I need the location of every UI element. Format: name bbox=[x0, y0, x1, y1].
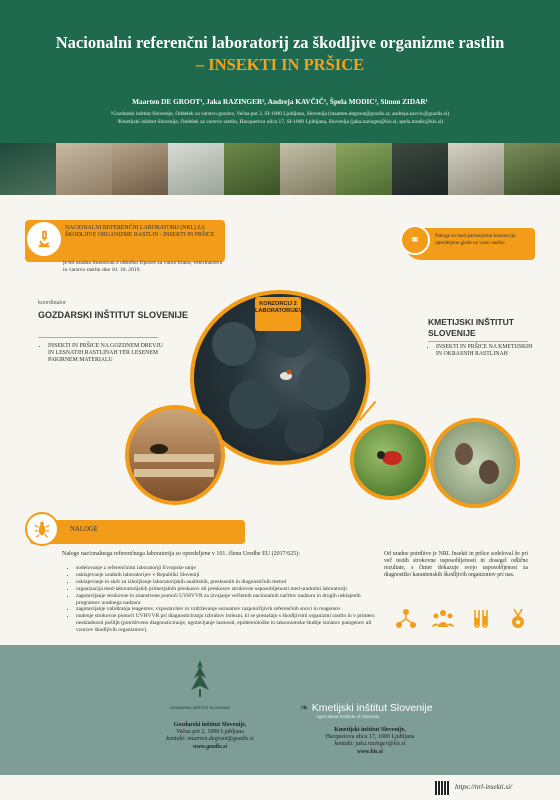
footer-left-contact bbox=[150, 722, 270, 751]
leaf-icon: ❧ bbox=[300, 702, 309, 714]
nrl-box: NACIONALNI REFERENČNI LABORATORIJ (NRL) ZA ŠKODLJIVE ORGANIZME RASTLIN - INSEKTI IN PRŠICE bbox=[25, 220, 225, 262]
left-partner-name: GOZDARSKI INŠTITUT SLOVENIJE bbox=[38, 310, 189, 320]
left-divider bbox=[38, 337, 158, 338]
photo-strip bbox=[0, 143, 560, 195]
consortium-badge: KONZORCIJ 2 LABORATORIJEV bbox=[255, 297, 301, 331]
left-partner-item: • INSEKTI IN PRŠICE NA GOZDNEM DREVJU IN LESNATIH RASTLINAH TER LESENEM PAKIRNEM MATERIALU bbox=[48, 343, 165, 364]
proficiency-text: Od uradne potrditve je NRL Insekti in pršice sodeloval že pri več testih strokovne usposobljenosti in dosegel odlične rezultate, s čimer dokazuje svojo usposobljenost za diagnostiko karantenskih škodljivih organizmov pri nas. bbox=[384, 551, 528, 578]
footer-right-email[interactable]: kontakt: jaka.razinger@kis.si bbox=[334, 741, 406, 748]
footer-left-web[interactable]: www.gozdis.si bbox=[192, 743, 228, 750]
photo-microscope bbox=[0, 143, 56, 195]
list-item: • zagotavljanje strokovne in znanstvene pomoči UVHVVR za izvajanje večletnih nacionalnih načrtov nadzora in drugih usklajenih programov uradnega nadzora bbox=[76, 593, 382, 607]
list-item: • usklajevanje uradnih laboratorijev v Republiki Sloveniji bbox=[76, 572, 382, 579]
stink-bug-image bbox=[430, 418, 520, 508]
photo-lab-dish bbox=[448, 143, 504, 195]
photo-beetle bbox=[392, 143, 448, 195]
footer-left-addr: Večna pot 2, 1000 Ljubljana bbox=[176, 729, 244, 736]
naloge-list bbox=[62, 565, 382, 634]
right-partner-item: • INSEKTI IN PRŠICE NA KMETIJSKIH IN OKRASNIH RASTLINAH bbox=[436, 344, 533, 358]
photo-insect-1 bbox=[168, 143, 224, 195]
right-divider bbox=[428, 341, 528, 342]
kis-logo-sub: Agricultural Institute of Slovenia bbox=[316, 714, 380, 719]
footer-right-addr: Hacquetova ulica 17, 1000 Ljubljana bbox=[325, 734, 415, 741]
qr-code-icon[interactable] bbox=[435, 781, 449, 795]
poster-title bbox=[10, 32, 550, 76]
gozdis-logo bbox=[175, 656, 225, 706]
photo-leaves bbox=[224, 143, 280, 195]
left-partner-list bbox=[40, 343, 165, 364]
affiliation-2: ²Kmetijski inštitut Slovenije, Oddelek za varstvo rastlin, Hacquetova ulica 17, SI-1000 Ljubljana, Slovenija (jaka.razinger@kis.si; spela.modic@kis.si) bbox=[116, 119, 444, 125]
right-partner-list bbox=[428, 344, 533, 358]
photo-pine bbox=[336, 143, 392, 195]
list-item: • nudenje strokovne pomoči UVHVVR pri diagnosticiranju izbruhov bolezni, ki se prenašajo s škodljivimi organizmi rastlin in v primeru neskladnosti pošiljk (potrditveno diagnosticiranje, ugotavljanje lastnosti, epidemiološke in taksonomske študije izolatov patogenov ali vzorcev škodljivih organizmov). bbox=[76, 613, 382, 634]
kis-logo bbox=[300, 702, 460, 722]
site-url[interactable]: https://nrl-insekti.si/ bbox=[455, 783, 512, 791]
kis-logo-text: Kmetijski inštitut Slovenije bbox=[311, 702, 433, 714]
footer-right-org: Kmetijski inštitut Slovenije, bbox=[334, 727, 406, 733]
gozdis-logo-text: GOZDARSKI INŠTITUT SLOVENIJE bbox=[170, 706, 230, 710]
link-icon: ⚭ bbox=[400, 225, 430, 255]
test-tubes-icon bbox=[467, 604, 495, 634]
people-icon bbox=[429, 604, 457, 634]
list-item: • organizacija med-laboratorijskih primerjalnih preskusov ali preskusov strokovne usposobljenosti med uradnimi laboratoriji bbox=[76, 586, 382, 593]
list-item: • sodelovanje z referenčnimi laboratoriji Evropske unije bbox=[76, 565, 382, 572]
footer-left-email[interactable]: kontakt: maarten.degroot@gozdis.si bbox=[166, 736, 254, 743]
list-item: • usklajevanje in skrb za izboljšanje laboratorijskih analitskih, preskusnih in diagnostičnih metod bbox=[76, 579, 382, 586]
photo-bug bbox=[504, 143, 560, 195]
footer-right-web[interactable]: www.kis.si bbox=[357, 748, 383, 755]
photo-insect-2 bbox=[280, 143, 336, 195]
naloge-header: NALOGE bbox=[30, 520, 245, 544]
title-line-1: Nacionalni referenčni laboratorij za škodljive organizme rastlin bbox=[55, 33, 505, 52]
task-division-note: Naloge so med partnerjema konzorcija opredeljene glede na vrsto rastlin: bbox=[405, 228, 535, 260]
medal-icon bbox=[504, 604, 532, 634]
list-item: • zagotavljanje validiranja reagentov, vzpostavitev in vzdrževanje seznamov razpoložljivih referenčnih snovi in reagentov bbox=[76, 606, 382, 613]
microscope-icon bbox=[25, 220, 63, 258]
insect-icon bbox=[25, 512, 59, 546]
footer-right-contact bbox=[300, 727, 440, 756]
footer bbox=[0, 645, 560, 775]
title-line-2: – INSEKTI IN PRŠICE bbox=[195, 55, 365, 74]
icons-row bbox=[392, 604, 532, 634]
wood-pallet-image bbox=[125, 405, 225, 505]
authors: Maarten DE GROOT¹, Jaka RAZINGER², Andreja KAVČIČ¹, Špela MODIC², Simon ZIDAR¹ bbox=[132, 97, 428, 106]
photo-wood bbox=[56, 143, 112, 195]
photo-bark bbox=[112, 143, 168, 195]
right-partner-name: KMETIJSKI INŠTITUT SLOVENIJE bbox=[428, 317, 514, 338]
coordinator-label: koordinator bbox=[38, 300, 66, 306]
affiliation-1: ¹Gozdarski inštitut Slovenije, Oddelek za varstvo gozdov, Večna pot 2, SI-1000 Ljubljana, Slovenija (maarten.degroot@gozdis.si; andreja.kavcic@gozdis.si) bbox=[110, 111, 450, 117]
naloge-intro: Naloge nacionalnega referenčnega laboratorija so opredeljene v 101. členu Uredbe EU (2017/625): bbox=[62, 551, 300, 557]
footer-left-org: Gozdarski inštitut Slovenije, bbox=[173, 722, 247, 728]
nrl-appointment-text: je bil uradno imenovan z odločbo Uprave za varno hrano, veterinarstvo in varstvo rastlin dne 10. 10. 2019. bbox=[63, 260, 223, 273]
network-icon bbox=[392, 604, 420, 634]
red-beetle-image bbox=[350, 420, 430, 500]
